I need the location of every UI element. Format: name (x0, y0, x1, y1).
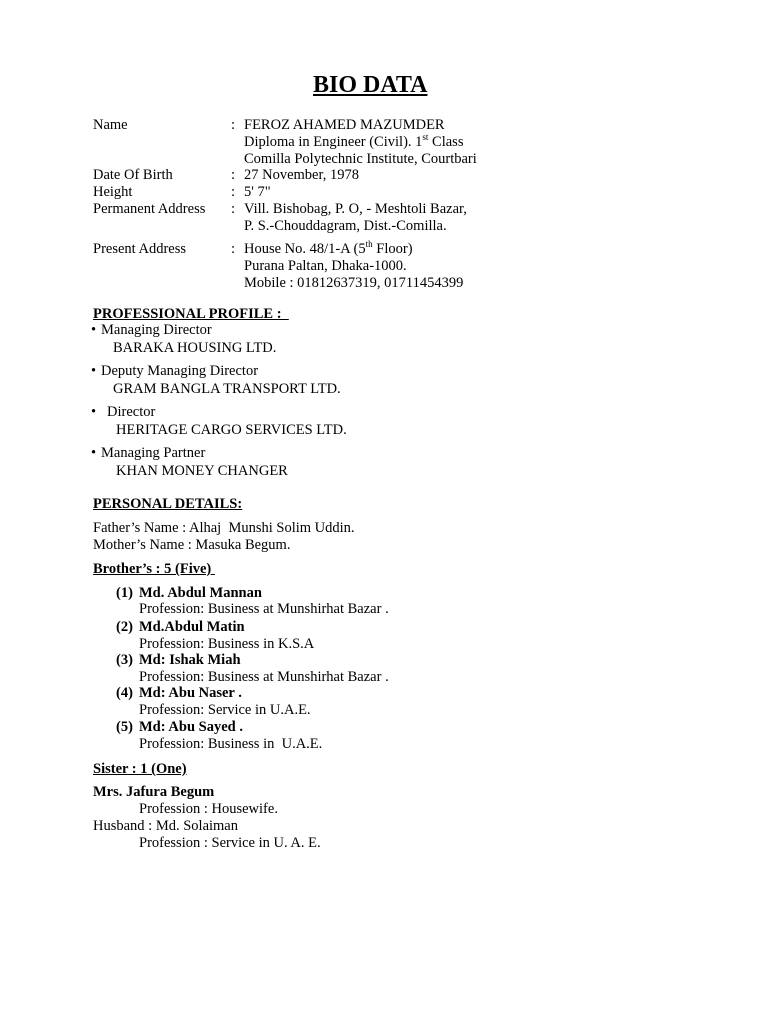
brother-number: (1) (116, 585, 133, 601)
bullet-icon: • (91, 322, 97, 338)
profile-company: BARAKA HOUSING LTD. (113, 340, 277, 356)
mother-name: Mother’s Name : Masuka Begum. (93, 537, 291, 553)
profile-company: KHAN MONEY CHANGER (116, 463, 288, 479)
sister-heading: Sister : 1 (One) (93, 761, 187, 777)
profile-role: • Managing Partner (91, 445, 206, 461)
perm-address-line1: Vill. Bishobag, P. O, - Meshtoli Bazar, (244, 201, 467, 217)
brother-number: (3) (116, 652, 133, 668)
perm-address-line2: P. S.-Chouddagram, Dist.-Comilla. (244, 218, 447, 234)
brother-name: Md. Abdul Mannan (139, 585, 262, 601)
profile-role: • Managing Director (91, 322, 212, 338)
present-address-label: Present Address (93, 241, 187, 257)
dob-label: Date Of Birth (93, 167, 173, 183)
name-value: FEROZ AHAMED MAZUMDER (244, 117, 445, 133)
brother-profession: Profession: Business in U.A.E. (139, 736, 323, 752)
personal-heading: PERSONAL DETAILS: (93, 496, 243, 512)
profile-company: GRAM BANGLA TRANSPORT LTD. (113, 381, 341, 397)
colon: : (231, 117, 236, 133)
brother-profession: Profession: Business at Munshirhat Bazar . (139, 669, 389, 685)
diploma-line: Diploma in Engineer (Civil). 1st Class (244, 132, 464, 150)
name-label: Name (93, 117, 128, 133)
brothers-heading: Brother’s : 5 (Five) (93, 561, 215, 577)
perm-address-label: Permanent Address (93, 201, 206, 217)
present-address-line2: Purana Paltan, Dhaka-1000. (244, 258, 407, 274)
page-title: BIO DATA (313, 72, 428, 98)
profile-company: HERITAGE CARGO SERVICES LTD. (116, 422, 347, 438)
brother-profession: Profession: Business at Munshirhat Bazar . (139, 601, 389, 617)
profile-role: • Deputy Managing Director (91, 363, 259, 379)
brother-name: Md: Ishak Miah (139, 652, 241, 668)
brother-number: (5) (116, 719, 133, 735)
brother-number: (4) (116, 685, 133, 701)
height-label: Height (93, 184, 133, 200)
brother-name: Md.Abdul Matin (139, 619, 245, 635)
present-address-mobile: Mobile : 01812637319, 01711454399 (244, 275, 464, 291)
dob-value: 27 November, 1978 (244, 167, 359, 183)
brother-number: (2) (116, 619, 133, 635)
sister-name: Mrs. Jafura Begum (93, 784, 215, 800)
sister-profession: Profession : Housewife. (139, 801, 278, 817)
brother-profession: Profession: Business in K.S.A (139, 636, 315, 652)
bullet-icon: • (91, 445, 97, 461)
present-address-line1: House No. 48/1-A (5th Floor) (244, 239, 413, 257)
husband-name: Husband : Md. Solaiman (93, 818, 238, 834)
professional-heading: PROFESSIONAL PROFILE : (93, 306, 289, 322)
brother-name: Md: Abu Sayed . (139, 719, 243, 735)
bullet-icon: • (91, 363, 97, 379)
colon: : (231, 201, 236, 217)
father-name: Father’s Name : Alhaj Munshi Solim Uddin. (93, 520, 355, 536)
profile-role: • Director (91, 404, 156, 420)
colon: : (231, 167, 236, 183)
husband-profession: Profession : Service in U. A. E. (139, 835, 321, 851)
brother-name: Md: Abu Naser . (139, 685, 242, 701)
brother-profession: Profession: Service in U.A.E. (139, 702, 311, 718)
bullet-icon: • (91, 404, 97, 420)
institute-line: Comilla Polytechnic Institute, Courtbari (244, 151, 477, 167)
height-value: 5' 7" (244, 184, 271, 200)
colon: : (231, 184, 236, 200)
colon: : (231, 241, 236, 257)
